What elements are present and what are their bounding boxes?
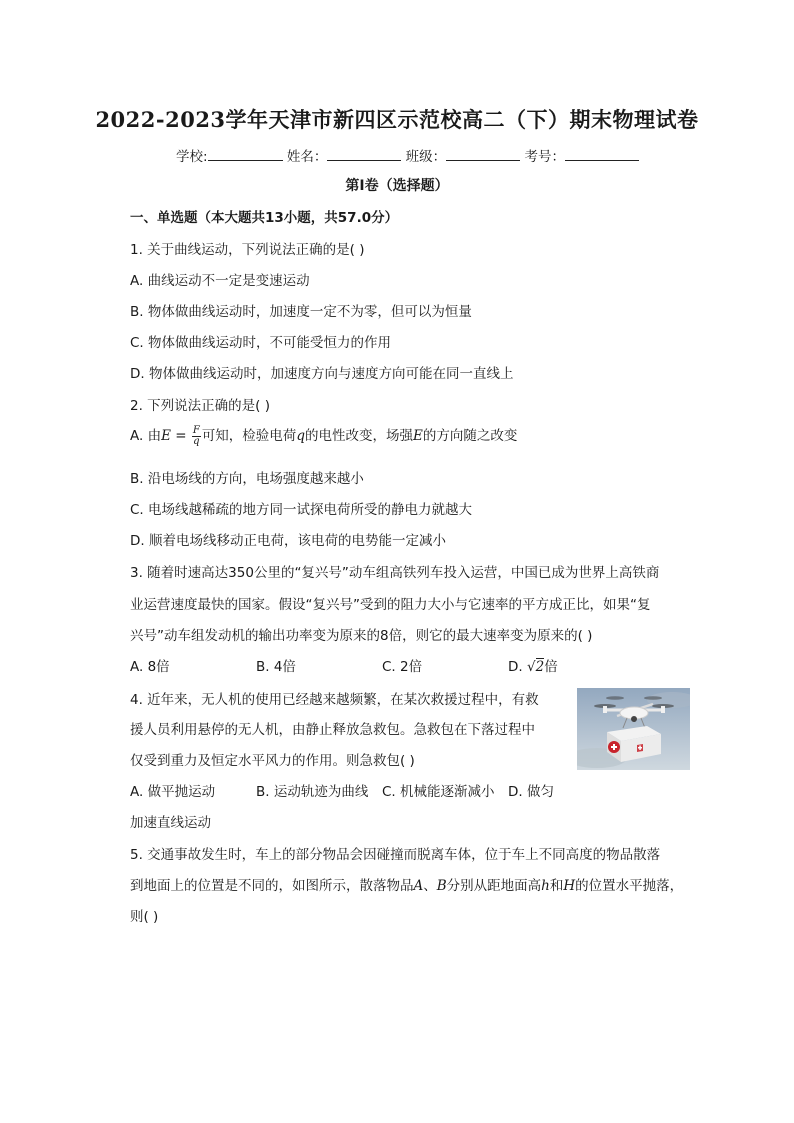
q5-line-1: 5. 交通事故发生时，车上的部分物品会因碰撞而脱离车体，位于车上不同高度的物品散落 [130, 847, 661, 863]
q4-option-d-cont: 加速直线运动 [130, 815, 211, 831]
q2-a-prefix: A. 由 [130, 428, 162, 444]
school-field[interactable] [208, 146, 283, 161]
q3-d-suffix: 倍 [544, 659, 558, 675]
exam-no-label: 考号： [524, 149, 565, 165]
q3-d-prefix: D. [508, 659, 527, 675]
fraction-denominator: q [193, 435, 200, 447]
q5-text-b: 、 [423, 878, 437, 894]
part1-heading: 一、单选题（本大题共13小题，共57.0分） [130, 210, 399, 226]
q3-option-c: C. 2倍 [382, 659, 423, 675]
var-h: h [541, 878, 550, 894]
q5-line-3: 则( ) [130, 909, 159, 925]
q1-option-a: A. 曲线运动不一定是变速运动 [130, 273, 310, 289]
q2-stem: 2. 下列说法正确的是( ) [130, 398, 270, 414]
exam-title: 2022-2023学年天津市新四区示范校高二（下）期末物理试卷 [95, 107, 699, 132]
var-H: H [563, 878, 576, 894]
q4-option-a: A. 做平抛运动 [130, 784, 216, 800]
exam-no-field[interactable] [565, 146, 639, 161]
q4-option-b: B. 运动轨迹为曲线 [256, 784, 369, 800]
q1-option-b: B. 物体做曲线运动时，加速度一定不为零，但可以为恒量 [130, 304, 472, 320]
fraction-numerator: F [192, 424, 200, 436]
q5-line-2 [130, 874, 683, 894]
class-label: 班级： [405, 149, 447, 165]
var-q: q [296, 428, 305, 444]
q3-line-1: 3. 随着时速高达350公里的“复兴号”动车组高铁列车投入运营，中国已成为世界上高铁商 [130, 565, 660, 581]
var-e: E [161, 428, 171, 444]
q2-option-b: B. 沿电场线的方向，电场强度越来越小 [130, 471, 364, 487]
sqrt-symbol: √2 [526, 659, 545, 675]
q5-text-d: 和 [549, 878, 564, 894]
sqrt-radicand: 2 [535, 659, 545, 675]
student-info-line [176, 145, 639, 165]
q4-line-2: 援人员利用悬停的无人机，由静止释放急救包。急救包在下落过程中 [130, 722, 535, 738]
school-label: 学校: [176, 149, 208, 165]
q2-option-a [130, 424, 517, 447]
q1-option-d: D. 物体做曲线运动时，加速度方向与速度方向可能在同一直线上 [130, 366, 514, 382]
name-field[interactable] [327, 146, 401, 161]
q2-option-c: C. 电场线越稀疏的地方同一试探电荷所受的静电力就越大 [130, 502, 473, 518]
fraction [192, 426, 201, 447]
q2-option-d: D. 顺着电场线移动正电荷，该电荷的电势能一定减小 [130, 533, 446, 549]
var-b: B [436, 878, 447, 894]
q3-option-b: B. 4倍 [256, 659, 296, 675]
q4-line-1: 4. 近年来，无人机的使用已经越来越频繁，在某次救援过程中，有救 [130, 692, 539, 708]
equals-sign: = [170, 428, 191, 444]
q5-text-a: 到地面上的位置是不同的，如图所示，散落物品 [130, 878, 414, 894]
q3-option-d [508, 655, 558, 675]
q2-a-text3: 的方向随之改变 [422, 428, 518, 444]
drone-image [577, 688, 690, 770]
q3-line-2: 业运营速度最快的国家。假设“复兴号”受到的阻力大小与它速率的平方成正比，如果“复 [130, 597, 651, 613]
var-a: A [413, 878, 424, 894]
q1-option-c: C. 物体做曲线运动时，不可能受恒力的作用 [130, 335, 392, 351]
name-label: 姓名： [286, 149, 328, 165]
q4-option-c: C. 机械能逐渐减小 [382, 784, 495, 800]
section-title: 第Ⅰ卷（选择题） [345, 178, 449, 194]
q1-stem: 1. 关于曲线运动，下列说法正确的是( ) [130, 242, 365, 258]
q2-a-text1: 可知，检验电荷 [201, 428, 297, 444]
q3-line-3: 兴号”动车组发动机的输出功率变为原来的8倍，则它的最大速率变为原来的( ) [130, 628, 593, 644]
q2-a-text2: 的电性改变，场强 [304, 428, 413, 444]
q4-line-3: 仅受到重力及恒定水平风力的作用。则急救包( ) [130, 753, 415, 769]
q4-option-d: D. 做匀 [508, 784, 554, 800]
q3-option-a: A. 8倍 [130, 659, 170, 675]
class-field[interactable] [446, 146, 520, 161]
q5-text-e: 的位置水平抛落， [575, 878, 684, 894]
var-e2: E [412, 428, 423, 444]
q5-text-c: 分别从距地面高 [446, 878, 542, 894]
